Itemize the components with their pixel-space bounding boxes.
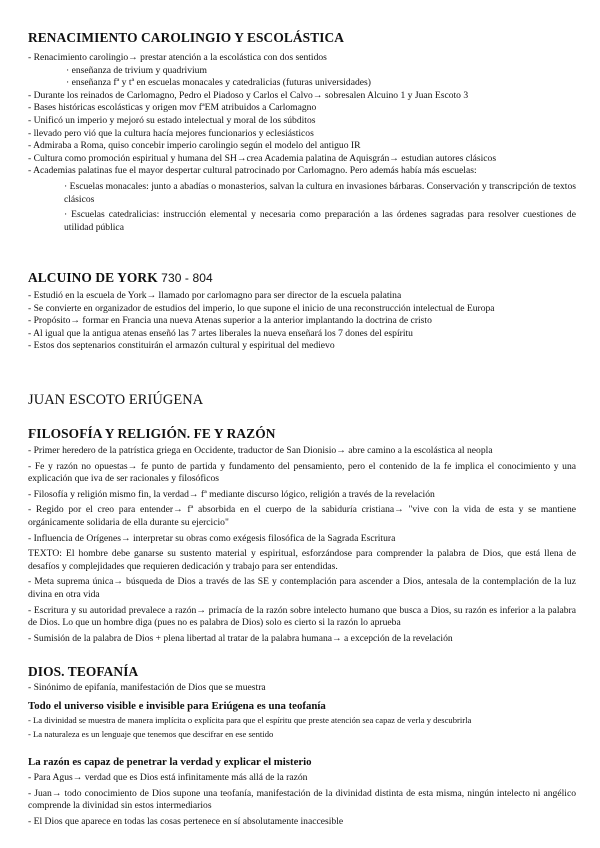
list-item: · Escuelas catedralicias: instrucción elemental y necesaria como preparación a las órdenes sagradas para resolver cuestiones de utilidad pública [64,209,576,233]
list-item: - Unificó un imperio y mejoró su estado intelectual y moral de los súbditos [28,114,316,126]
list-item: - Regido por el creo para entender→ fª absorbida en el cuerpo de la sabiduría cristiana→ "vive con la vida de esta y se mantiene orgánicamente solidaria de ella durante su ejercicio" [28,504,576,528]
list-item: - Renacimiento carolingio→ prestar atención a la escolástica con dos sentidos [28,52,327,63]
list-item: - Durante los reinados de Carlomagno, Pedro el Piadoso y Carlos el Calvo→ sobresalen Alcuino 1 y Juan Escoto 3 [28,89,469,101]
heading-dios-teofania: DIOS. TEOFANÍA [28,664,139,679]
list-item: - Fe y razón no opuestas→ fe punto de partida y fundamento del pensamiento, pero el contenido de la fe implica el conocimiento y una explicación que iva de ser racionales y filosóficos [28,460,576,485]
list-item: - Meta suprema única→ búsqueda de Dios a través de las SE y contemplación para ascender a Dios, antesala de la contemplación de la luz divina en otra vida [28,576,576,600]
list-item: - Para Agus→ verdad que es Dios está infinitamente más allá de la razón [28,772,308,783]
list-item: - Academias palatinas fue el mayor despertar cultural patrocinado por Carlomagno. Pero además había más escuelas: [28,165,477,177]
razon-list [28,772,576,828]
list-item: - Estudió en la escuela de York→ llamado por carlomagno para ser director de la escuela palatina [28,290,402,301]
heading-renacimiento: RENACIMIENTO CAROLINGIO Y ESCOLÁSTICA [28,30,345,45]
heading-juan-escoto: JUAN ESCOTO ERIÚGENA [28,392,204,408]
list-item: · enseñanza de trivium y quadrivium [66,64,207,76]
renacimiento-list [28,52,576,234]
heading-filosofia: FILOSOFÍA Y RELIGIÓN. FE Y RAZÓN [28,426,276,441]
text-block: TEXTO: El hombre debe ganarse su sustento material y espiritual, esforzándose para comprender la palabra de Dios, que está llena de desafíos y complejidades que requieren dedicación y trabajo para ser entendidas. [28,548,576,572]
subheading-universo: Todo el universo visible e invisible para Eriúgena es una teofanía [28,700,326,712]
list-item: - Cultura como promoción espiritual y humana del SH→crea Academia palatina de Aquisgrán→ estudian autores clásicos [28,152,497,164]
list-item: - Sinónimo de epifanía, manifestación de Dios que se muestra [28,682,266,693]
list-item: - Primer heredero de la patrística griega en Occidente, traductor de San Dionisio→ abre camino a la escolástica al neopla [28,445,493,456]
list-item: - La divinidad se muestra de manera implícita o explícita para que el espíritu que preste atención sea capaz de verla y descubrirla [28,715,472,725]
filosofia-list [28,445,576,645]
list-item: · enseñanza fª y tª en escuelas monacales y catedralicias (futuras universidades) [66,77,371,89]
subheading-razon: La razón es capaz de penetrar la verdad y explicar el misterio [28,756,312,768]
heading-alcuino [28,270,213,286]
heading-alcuino-title: ALCUINO DE YORK [28,270,158,285]
list-item: - llevado pero vió que la cultura hacía mejores funcionarios y eclesiásticos [28,127,314,139]
dios-list [28,682,576,695]
alcuino-list [28,290,576,353]
list-item: - La naturaleza es un lenguaje que tenemos que descifrar en ese sentido [28,729,274,740]
list-item: - Filosofía y religión mismo fin, la verdad→ fª mediante discurso lógico, religión a través de la revelación [28,488,435,500]
list-item: - Escritura y su autoridad prevalece a razón→ primacía de la razón sobre intelecto humano que busca a Dios, su razón es inferior a la palabra de Dios. Lo que un hombre diga (pues no es palabra de Dios) solo es cierto si la razón lo aprueba [28,604,576,629]
list-item: - Propósito→ formar en Francia una nueva Atenas superior a la anterior implantando la doctrina de cristo [28,315,432,327]
list-item: - El Dios que aparece en todas las cosas pertenece en sí absolutamente inaccesible [28,815,344,827]
list-item: - Admiraba a Roma, quiso concebir imperio carolingio según el modelo del antiguo IR [28,140,361,152]
heading-alcuino-dates: 730 - 804 [161,271,213,285]
list-item: · Escuelas monacales: junto a abadías o monasterios, salvan la cultura en invasiones bárbaras. Conservación y transcripción de textos clásicos [64,180,576,205]
list-item: - Al igual que la antigua atenas enseñó las 7 artes liberales la nueva enseñará los 7 dones del espíritu [28,327,413,339]
universo-list [28,715,576,741]
list-item: - Bases históricas escolásticas y origen mov fªEM atribuidos a Carlomagno [28,102,317,114]
list-item: - Juan→ todo conocimiento de Dios supone una teofanía, manifestación de la divinidad distinta de esta misma, ningún intelecto ni angélico comprende la divinidad sin estos intermediarios [28,787,576,812]
list-item: - Influencia de Orígenes→ interpretar su obras como exégesis filosófica de la Sagrada Escritura [28,532,396,544]
list-item: - Se convierte en organizador de estudios del imperio, lo que supone el inicio de una reconstrucción intelectual de Europa [28,302,495,314]
list-item: - Sumisión de la palabra de Dios + plena libertad al tratar de la palabra humana→ a excepción de la revelación [28,632,453,644]
list-item: - Estos dos septenarios constituirán el armazón cultural y espiritual del medievo [28,340,335,352]
